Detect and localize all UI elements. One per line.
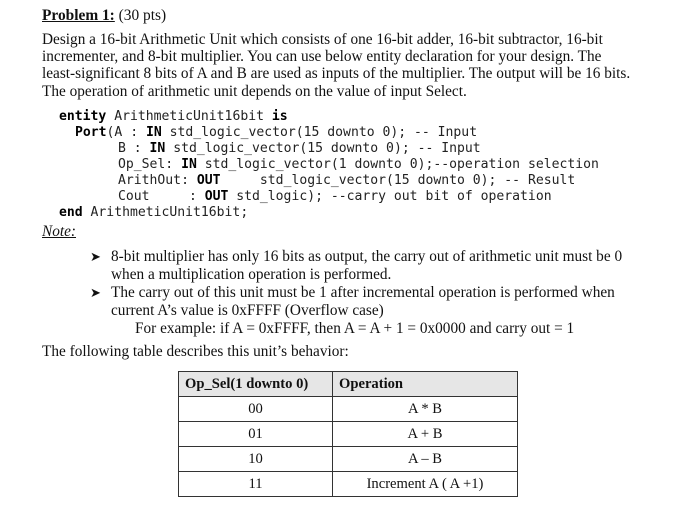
op-sel-cell: 11 [179,472,333,497]
op-sel-cell: 10 [179,447,333,472]
table-description: The following table describes this unit’s behavior: [42,343,349,360]
table-header-row [179,372,518,397]
problem-label: Problem 1: [42,7,115,24]
arrow-bullet-icon: ➤ [90,285,101,300]
operation-cell: A * B [333,397,518,422]
problem-points: (30 pts) [118,7,167,24]
note-label: Note: [42,223,76,240]
bullet-text: The carry out of this unit must be 1 after incremental operation is performed when [111,284,615,301]
header-op-sel: Op_Sel(1 downto 0) [179,372,333,397]
bullet-text: current A’s value is 0xFFFF (Overflow case) [111,302,384,319]
intro-paragraph [42,31,662,100]
header-operation: Operation [333,372,518,397]
code-line-op-sel: Op_Sel: IN std_logic_vector(1 downto 0);--operation selection [118,157,599,172]
table-row [179,422,518,447]
op-sel-cell: 00 [179,397,333,422]
bullet-text: when a multiplication operation is performed. [111,266,392,283]
code-line-end: end ArithmeticUnit16bit; [59,205,249,220]
arrow-bullet-icon: ➤ [90,249,101,264]
table-row [179,472,518,497]
operation-table [178,371,518,497]
bullet-text: 8-bit multiplier has only 16 bits as output, the carry out of arithmetic unit must be 0 [111,248,623,265]
intro-line: least-significant 8 bits of A and B are used as inputs of the multiplier. The output will be 16 bits. [42,65,631,83]
intro-line: The operation of arithmetic unit depends on the value of input Select. [42,82,467,100]
operation-cell: A + B [333,422,518,447]
code-line-arith-out: ArithOut: OUT std_logic_vector(15 downto 0); -- Result [118,173,576,188]
operation-cell: Increment A ( A +1) [333,472,518,497]
code-line-entity: entity ArithmeticUnit16bit is [59,109,288,124]
intro-line: Design a 16-bit Arithmetic Unit which consists of one 16-bit adder, 16-bit subtractor, 16-bit [42,31,603,48]
operation-cell: A – B [333,447,518,472]
table-row [179,397,518,422]
op-sel-cell: 01 [179,422,333,447]
intro-line: incrementer, and 8-bit multiplier. You can use below entity declaration for your design. The [42,48,602,66]
code-line-cout: Cout : OUT std_logic); --carry out bit of operation [118,189,552,204]
overflow-example: For example: if A = 0xFFFF, then A = A + 1 = 0x0000 and carry out = 1 [135,320,575,337]
code-line-port-b: B : IN std_logic_vector(15 downto 0); -- Input [118,141,481,156]
table-row [179,447,518,472]
problem-heading [42,7,166,25]
code-line-port-a: Port(A : IN std_logic_vector(15 downto 0); -- Input [75,125,478,140]
